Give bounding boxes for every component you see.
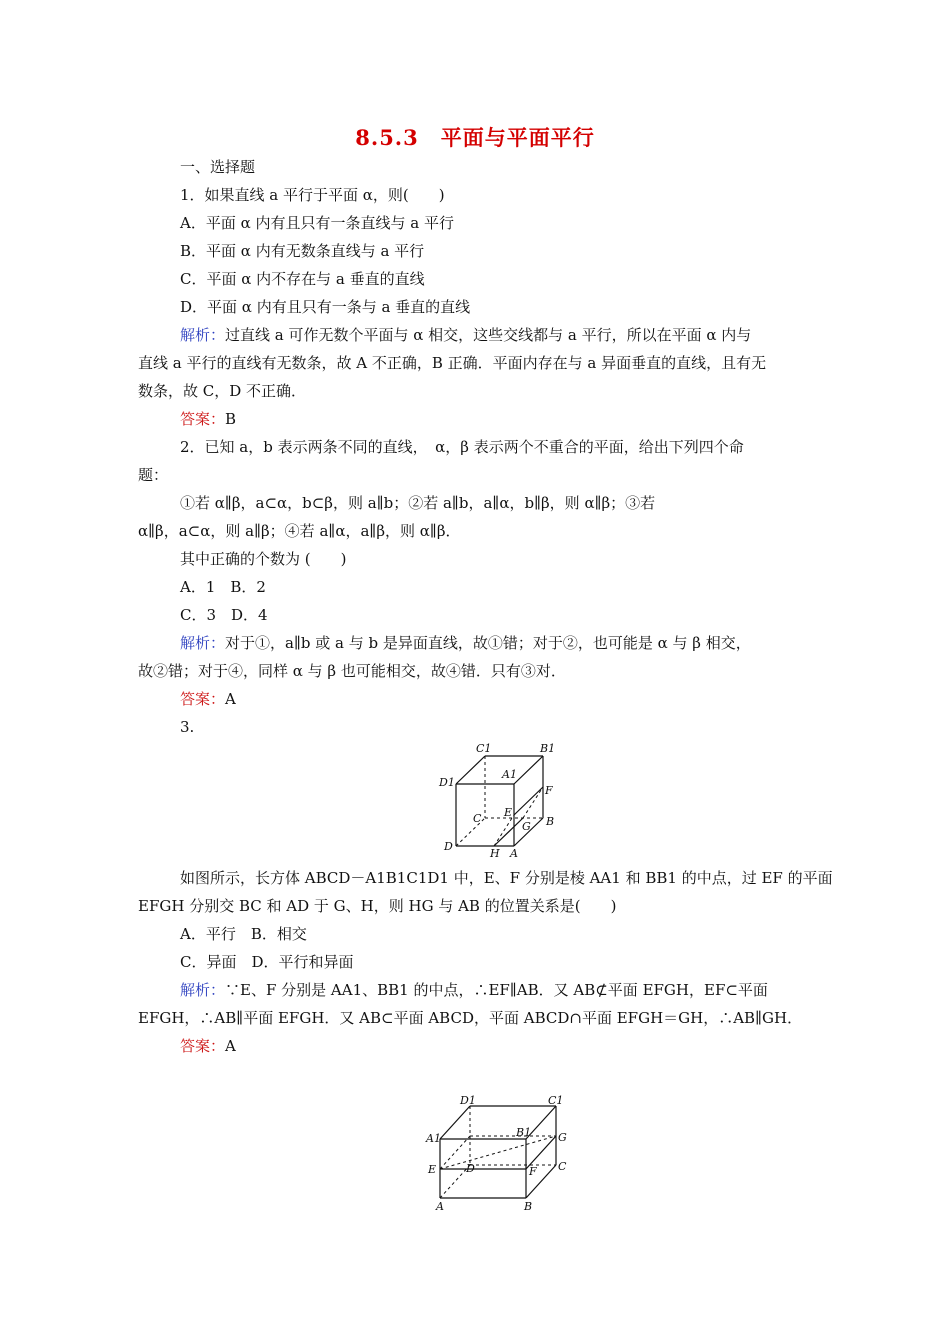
q3-analysis-line-2: EFGH，∴AB∥平面 EFGH．又 AB⊂平面 ABCD，平面 ABCD∩平面 EFGH＝GH，∴AB∥GH． — [138, 1009, 803, 1027]
analysis-text: 对于①，a∥b 或 a 与 b 是异面直线，故①错；对于②，也可能是 α 与 β 相交， — [225, 634, 751, 652]
page-title: 8.5.3 平面与平面平行 — [355, 125, 595, 150]
label-G: G — [558, 1131, 567, 1144]
q1-option-c: C．平面 α 内不存在与 a 垂直的直线 — [180, 270, 425, 288]
q3-options-cd: C．异面 D．平行和异面 — [180, 953, 354, 971]
answer-label: 答案： — [180, 690, 226, 708]
answer-label: 答案： — [180, 1037, 226, 1055]
q3-stem-line-2: EFGH 分别交 BC 和 AD 于 G、H，则 HG 与 AB 的位置关系是( ) — [138, 897, 617, 915]
q1-stem: 1．如果直线 a 平行于平面 α，则( ) — [180, 186, 445, 204]
label-E: E — [504, 806, 513, 819]
label-G: G — [522, 820, 531, 833]
label-H: H — [490, 847, 500, 860]
label-E: E — [428, 1163, 437, 1176]
q2-answer — [180, 689, 236, 709]
label-C1: C1 — [548, 1094, 564, 1107]
q2-stem-line-2: 题： — [138, 466, 169, 484]
cuboid-figure-1 — [430, 738, 570, 860]
label-B: B — [524, 1200, 533, 1213]
q1-analysis-line-2: 直线 a 平行的直线有无数条，故 A 不正确，B 正确．平面内存在与 a 异面垂直的直线，且有无 — [138, 354, 767, 372]
q1-analysis-line-3: 数条，故 C，D 不正确． — [138, 382, 307, 400]
label-C: C — [558, 1160, 567, 1173]
q1-analysis-line-1 — [180, 325, 751, 345]
q1-option-b: B．平面 α 内有无数条直线与 a 平行 — [180, 242, 425, 260]
label-A1: A1 — [426, 1132, 441, 1145]
label-D1: D1 — [460, 1094, 476, 1107]
analysis-text: ∵E、F 分别是 AA1、BB1 的中点，∴EF∥AB．又 AB⊄平面 EFGH，EF⊂平面 — [225, 981, 768, 999]
answer-label: 答案： — [180, 410, 226, 428]
label-D: D — [466, 1162, 475, 1175]
q2-props-line-2: α∥β，a⊂α，则 a∥β；④若 a∥α，a∥β，则 α∥β． — [138, 522, 461, 540]
answer-value: A — [225, 690, 236, 708]
label-D: D — [444, 840, 453, 853]
q2-props-line-1: ①若 α∥β，a⊂α，b⊂β，则 a∥b；②若 a∥b，a∥α，b∥β，则 α∥β；③若 — [180, 494, 656, 512]
q1-answer — [180, 409, 236, 429]
q2-ask: 其中正确的个数为 ( ) — [180, 550, 347, 568]
q3-options-ab: A．平行 B．相交 — [180, 925, 307, 943]
answer-value: A — [225, 1037, 236, 1055]
q1-option-d: D．平面 α 内有且只有一条与 a 垂直的直线 — [180, 298, 471, 316]
answer-value: B — [225, 410, 237, 428]
q2-analysis-line-1 — [180, 633, 751, 653]
q3-analysis-line-1 — [180, 980, 768, 1000]
section-heading: 一、选择题 — [180, 158, 256, 176]
q2-analysis-line-2: 故②错；对于④，同样 α 与 β 也可能相交，故④错．只有③对． — [138, 662, 566, 680]
analysis-text: 过直线 a 可作无数个平面与 α 相交，这些交线都与 a 平行，所以在平面 α 内与 — [225, 326, 752, 344]
q3-answer — [180, 1036, 236, 1056]
q3-number: 3. — [180, 718, 195, 736]
label-F: F — [545, 784, 553, 797]
q3-stem-line-1: 如图所示，长方体 ABCD－A1B1C1D1 中，E、F 分别是棱 AA1 和 BB1 的中点，过 EF 的平面 — [180, 869, 833, 887]
label-A: A — [436, 1200, 444, 1213]
analysis-label: 解析： — [180, 981, 226, 999]
label-B: B — [546, 815, 555, 828]
q2-options-cd: C．3 D．4 — [180, 606, 268, 624]
analysis-label: 解析： — [180, 634, 226, 652]
analysis-label: 解析： — [180, 326, 226, 344]
label-F: F — [529, 1165, 537, 1178]
label-D1: D1 — [439, 776, 455, 789]
label-C1: C1 — [476, 742, 492, 755]
q1-option-a: A．平面 α 内有且只有一条直线与 a 平行 — [180, 214, 454, 232]
q2-stem-line-1: 2．已知 a，b 表示两条不同的直线， α，β 表示两个不重合的平面，给出下列四个命 — [180, 438, 744, 456]
label-C: C — [473, 812, 482, 825]
cuboid-figure-2 — [422, 1092, 582, 1216]
label-A1: A1 — [502, 768, 517, 781]
label-A: A — [510, 847, 518, 860]
q2-options-ab: A．1 B．2 — [180, 578, 266, 596]
label-B1: B1 — [540, 742, 556, 755]
label-B1: B1 — [516, 1126, 532, 1139]
